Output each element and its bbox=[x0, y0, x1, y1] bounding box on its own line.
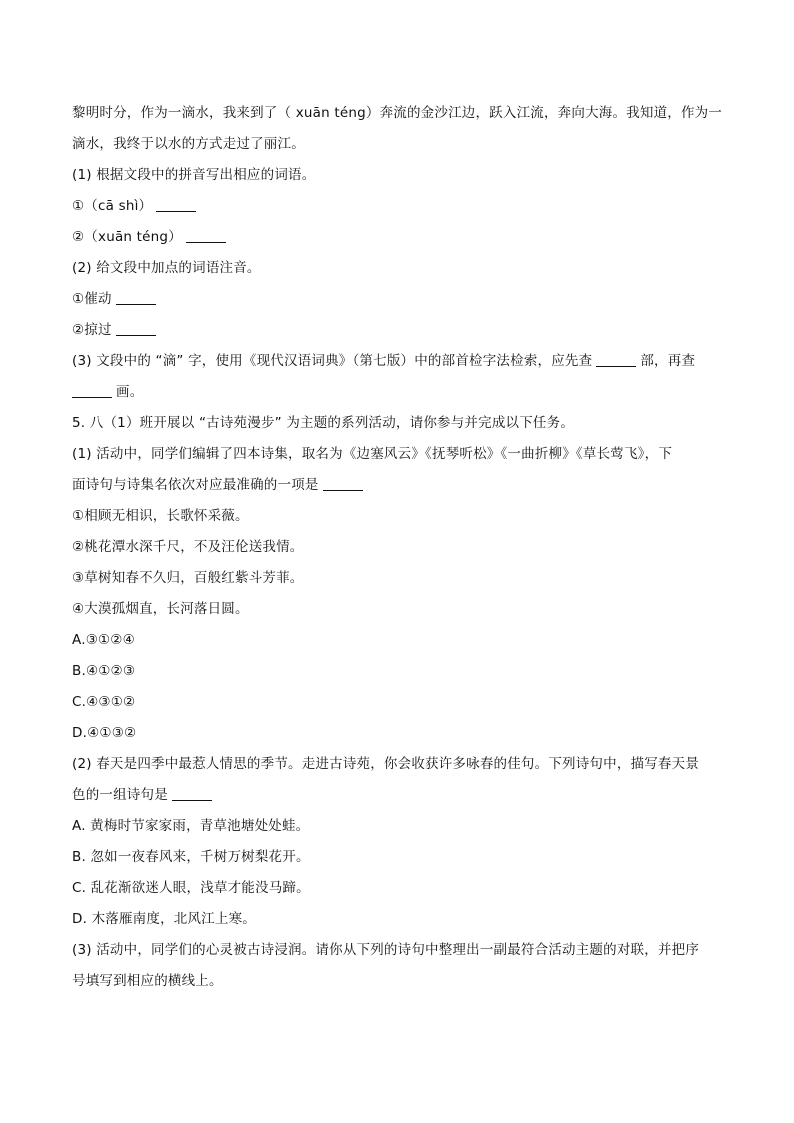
q5-sub2-line2-text: 色的一组诗句是 bbox=[72, 787, 168, 803]
poem-line: ④大漠孤烟直，长河落日圆。 bbox=[72, 601, 249, 617]
q5-sub1-line2-text: 面诗句与诗集名依次对应最准确的一项是 bbox=[72, 477, 319, 493]
q4-sub1-item2 bbox=[72, 222, 722, 253]
q5-sub2-line2 bbox=[72, 780, 722, 811]
answer-blank[interactable] bbox=[156, 197, 196, 212]
q5-sub1-line1: (1) 活动中，同学们编辑了四本诗集，取名为《边塞风云》《抚琴听松》《一曲折柳》《草长莺飞》，下 bbox=[72, 446, 673, 462]
q5-title: 5. 八（1）班开展以 “古诗苑漫步” 为主题的系列活动，请你参与并完成以下任务。 bbox=[72, 415, 575, 431]
answer-blank[interactable] bbox=[116, 321, 156, 336]
q5-sub1-line2 bbox=[72, 470, 722, 501]
q4-sub2-item1-label: ①催动 bbox=[72, 291, 112, 307]
answer-blank[interactable] bbox=[596, 352, 636, 367]
q4-sub2-prompt: (2) 给文段中加点的词语注音。 bbox=[72, 260, 261, 276]
q4-sub1-item2-label: ②（xuān téng） bbox=[72, 229, 182, 245]
q4-sub1-item1-label: ①（cā shì） bbox=[72, 198, 153, 214]
option-d: D. 木落雁南度，北风江上寒。 bbox=[72, 911, 256, 927]
document-page bbox=[72, 98, 722, 997]
option-b: B. 忽如一夜春风来，千树万树梨花开。 bbox=[72, 849, 310, 865]
q4-sub2-item1 bbox=[72, 284, 722, 315]
passage-line-2: 滴水，我终于以水的方式走过了丽江。 bbox=[72, 136, 305, 152]
answer-blank[interactable] bbox=[116, 290, 156, 305]
option-a: A. 黄梅时节家家雨，青草池塘处处蛙。 bbox=[72, 818, 310, 834]
q4-sub1-item1 bbox=[72, 191, 722, 222]
q4-sub3-text-c: 画。 bbox=[116, 384, 144, 400]
q4-sub2-item2 bbox=[72, 315, 722, 346]
answer-blank[interactable] bbox=[72, 383, 112, 398]
q5-sub2-line1: (2) 春天是四季中最惹人情思的季节。走进古诗苑，你会收获许多咏春的佳句。下列诗句中，描写春天景 bbox=[72, 756, 700, 772]
option-b: B.④①②③ bbox=[72, 663, 136, 679]
q5-sub3-line2: 号填写到相应的横线上。 bbox=[72, 973, 223, 989]
answer-blank[interactable] bbox=[186, 228, 226, 243]
q4-sub3-text-b: 部，再查 bbox=[640, 353, 696, 369]
q4-sub3-line1 bbox=[72, 346, 722, 377]
poem-line: ①相顾无相识，长歌怀采薇。 bbox=[72, 508, 249, 524]
q5-sub3-line1: (3) 活动中，同学们的心灵被古诗浸润。请你从下列的诗句中整理出一副最符合活动主题的对联，并把序 bbox=[72, 942, 700, 958]
q4-sub3-text-a: (3) 文段中的 “滴” 字，使用《现代汉语词典》（第七版）中的部首检字法检索，应先查 bbox=[72, 353, 593, 369]
answer-blank[interactable] bbox=[172, 786, 212, 801]
option-d: D.④①③② bbox=[72, 725, 137, 741]
q4-sub1-prompt: (1) 根据文段中的拼音写出相应的词语。 bbox=[72, 167, 316, 183]
option-c: C.④③①② bbox=[72, 694, 136, 710]
poem-line: ③草树知春不久归，百般红紫斗芳菲。 bbox=[72, 570, 304, 586]
answer-blank[interactable] bbox=[323, 476, 363, 491]
option-a: A.③①②④ bbox=[72, 632, 135, 648]
q4-sub3-line2 bbox=[72, 377, 722, 408]
q4-sub2-item2-label: ②掠过 bbox=[72, 322, 112, 338]
poem-line: ②桃花潭水深千尺，不及汪伦送我情。 bbox=[72, 539, 304, 555]
passage-line-1: 黎明时分，作为一滴水，我来到了（ xuān téng）奔流的金沙江边，跃入江流，奔向大海。我知道，作为一 bbox=[72, 105, 723, 121]
option-c: C. 乱花渐欲迷人眼，浅草才能没马蹄。 bbox=[72, 880, 310, 896]
